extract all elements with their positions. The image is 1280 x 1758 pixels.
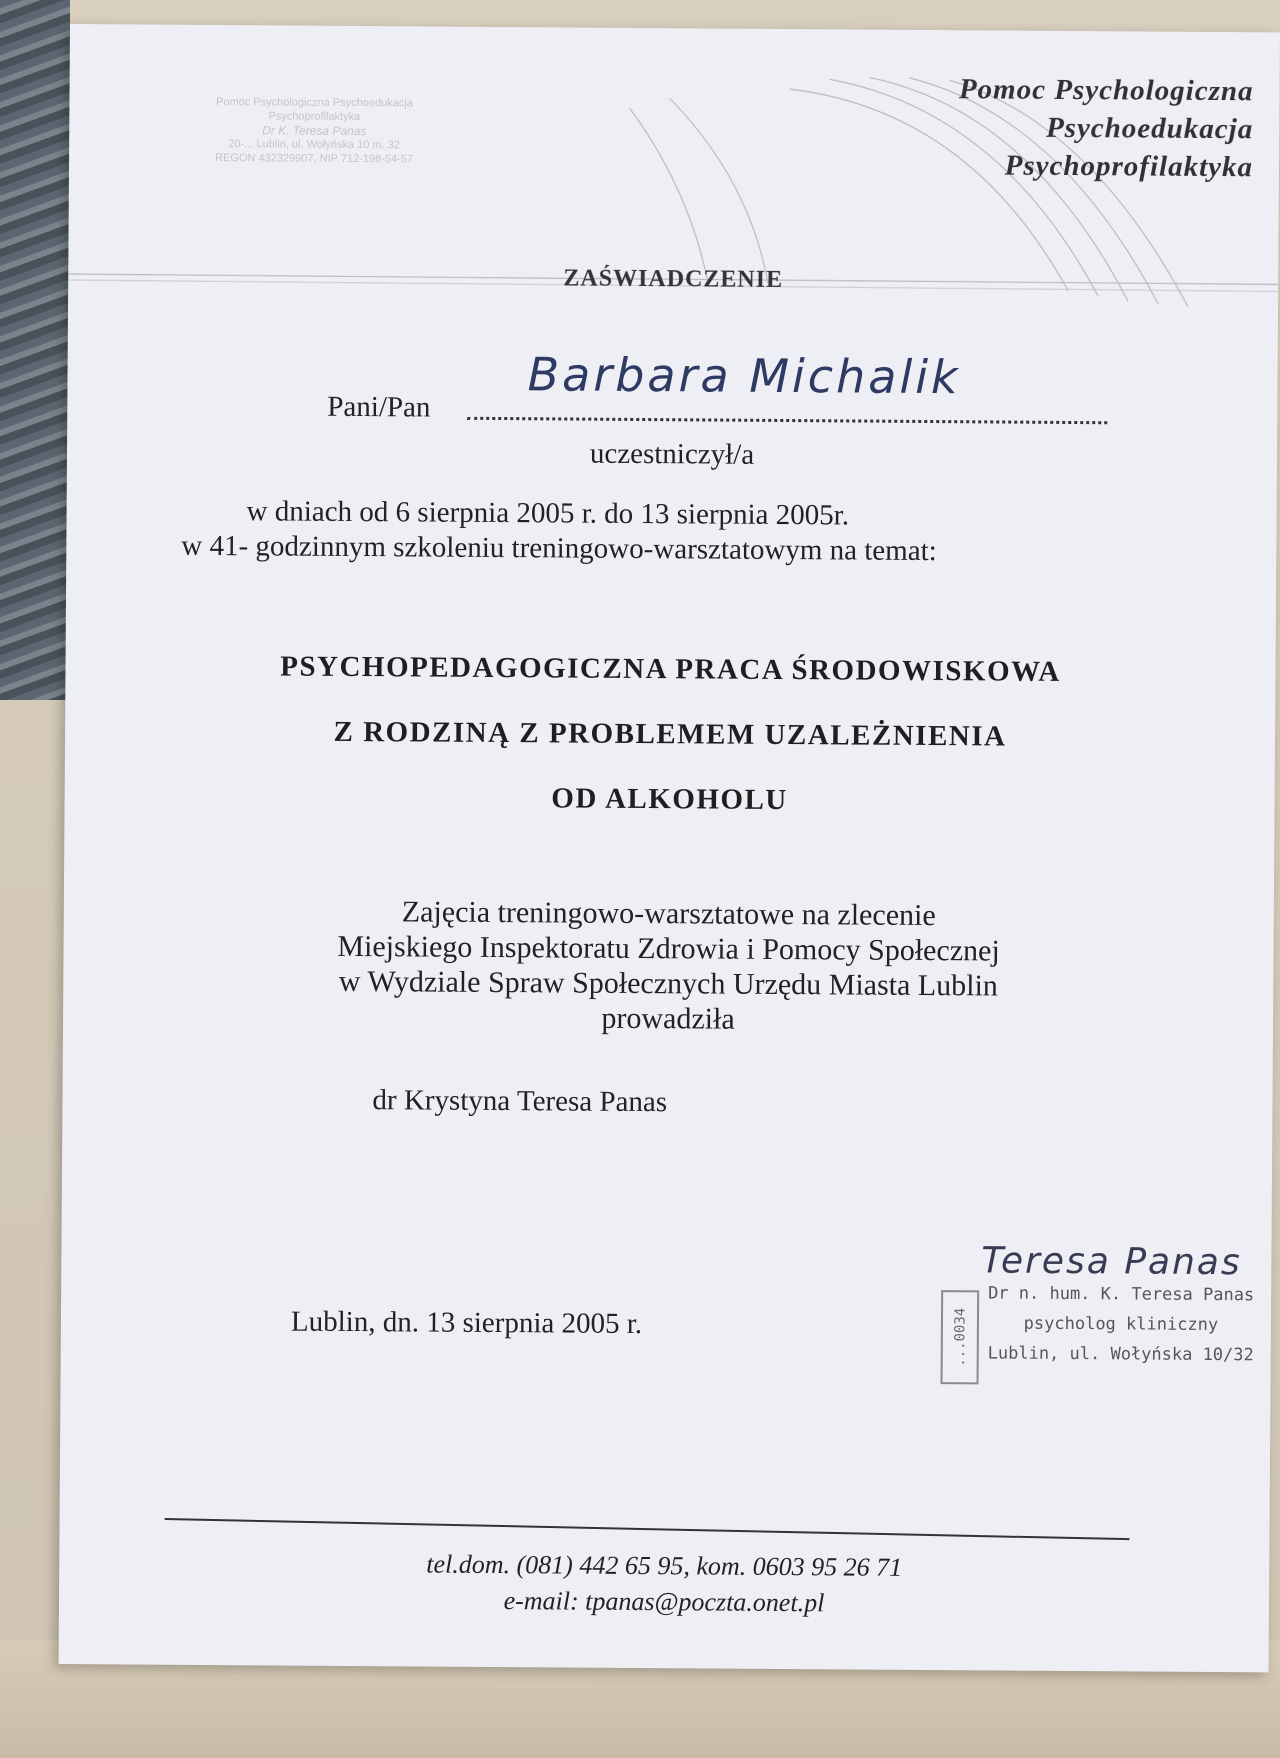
- contact-footer: [59, 1544, 1269, 1624]
- topic-line: PSYCHOPEDAGOGICZNA PRACA ŚRODOWISKOWA: [280, 650, 1061, 688]
- recipient-label: Pani/Pan: [327, 390, 431, 424]
- letterhead-line: Pomoc Psychologiczna: [958, 73, 1254, 108]
- letterhead: [958, 70, 1253, 186]
- footer-phone: tel.dom. (081) 442 65 95, kom. 0603 95 26 71: [426, 1549, 903, 1582]
- training-line: w 41- godzinnym szkoleniu treningowo-warsztatowym na temat:: [181, 529, 937, 568]
- footer-email: e-mail: tpanas@poczta.onet.pl: [503, 1586, 825, 1618]
- stamp-line: Dr n. hum. K. Teresa Panas: [988, 1283, 1255, 1306]
- faint-stamp-line: Psychoprofilaktyka: [268, 110, 361, 124]
- topic-line: Z RODZINĄ Z PROBLEMEM UZALEŻNIENIA: [333, 715, 1007, 753]
- commission-line: prowadziła: [601, 1001, 735, 1036]
- stamp-number: ...0034: [951, 1307, 969, 1367]
- footer-divider: [165, 1518, 1130, 1540]
- faint-stamp: [179, 95, 449, 167]
- place-date: Lublin, dn. 13 sierpnia 2005 r.: [290, 1305, 643, 1341]
- document-title: ZAŚWIADCZENIE: [563, 265, 784, 293]
- commission-line: Miejskiego Inspektoratu Zdrowia i Pomocy Społecznej: [337, 929, 1000, 968]
- letterhead-line: Psychoedukacja: [1045, 111, 1254, 146]
- stamp-line: psycholog kliniczny: [1023, 1313, 1219, 1336]
- commission-block: [63, 892, 1274, 1040]
- doctor-stamp: [986, 1278, 1257, 1370]
- background-fabric: [0, 0, 70, 700]
- dates-line: w dniach od 6 sierpnia 2005 r. do 13 sierpnia 2005r.: [246, 495, 850, 532]
- faint-stamp-line: REGON 432329907, NIP 712-198-54-57: [215, 152, 414, 166]
- stamp-number-box: [941, 1290, 980, 1384]
- commission-line: Zajęcia treningowo-warsztatowe na zlecenie: [401, 895, 936, 933]
- letterhead-line: Psychoprofilaktyka: [1004, 149, 1254, 184]
- handwritten-signature: Teresa Panas: [981, 1240, 1242, 1284]
- faint-stamp-line: Dr K. Teresa Panas: [262, 123, 367, 139]
- stamp-line: Lublin, ul. Wołyńska 10/32: [987, 1343, 1254, 1366]
- participated-text: uczestniczył/a: [589, 437, 755, 471]
- topic-line: OD ALKOHOLU: [551, 782, 788, 817]
- commission-line: w Wydziale Spraw Społecznych Urzędu Miasta Lublin: [338, 964, 998, 1003]
- recipient-name-handwritten: Barbara Michalik: [527, 347, 961, 405]
- instructor-name: dr Krystyna Teresa Panas: [372, 1084, 668, 1119]
- signature-area: [940, 1240, 1271, 1392]
- certificate-document: [59, 24, 1280, 1672]
- faint-stamp-line: 20-... Lublin, ul. Wołyńska 10 m. 32: [228, 138, 400, 152]
- name-dotted-line: [467, 417, 1107, 424]
- faint-stamp-line: Pomoc Psychologiczna Psychoedukacja: [215, 96, 413, 110]
